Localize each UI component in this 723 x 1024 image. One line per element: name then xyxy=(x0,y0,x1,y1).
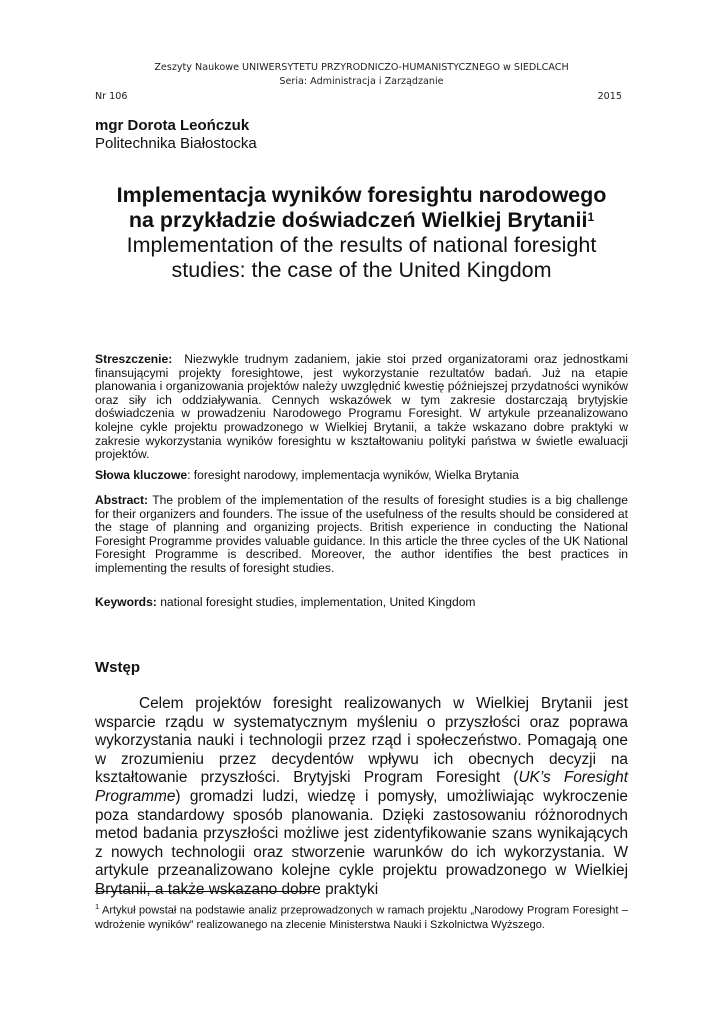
footnote-divider xyxy=(95,891,314,892)
abstract-text: The problem of the implementation of the results of foresight studies is a big challenge for their organizers and founders. The issue of the usefulness of the results should be considered at the stage of planning and organizing projects. British experience in conducting the National Foresight Programme provides valuable guidance. In this article the three cycles of the UK National Foresight Programme is described. Moreover, the author identifies the best practices in implementing the results of foresight studies. xyxy=(95,493,628,575)
streszczenie-block xyxy=(95,353,628,462)
title-footnote-mark[interactable]: 1 xyxy=(587,210,595,224)
journal-header: Zeszyty Naukowe UNIWERSYTETU PRZYRODNICZO-HUMANISTYCZNEGO w SIEDLCACH xyxy=(154,62,569,73)
body-paragraph xyxy=(95,695,628,900)
slowa-kluczowe-block xyxy=(95,469,628,483)
title-pl-line-2-text: na przykładzie doświadczeń Wielkiej Brytanii xyxy=(128,208,588,232)
footnote xyxy=(95,900,628,932)
slowa-kluczowe-label: Słowa kluczowe xyxy=(95,468,188,482)
abstract-label: Abstract: xyxy=(95,493,149,507)
issue-year: 2015 xyxy=(597,91,622,102)
streszczenie-text: Niezwykle trudnym zadaniem, jakie stoi przed organizatorami oraz jednostkami finansującymi projekty foresightowe, jest wykorzystanie rezultatów badań. Już na etapie planowania i organizowania projektów należy uwzględnić kwestię późniejszej przydatności wyników oraz siły ich oddziaływania. Cennych wskazówek w tym zakresie dostarczają brytyjskie doświadczenia w prowadzeniu Narodowego Programu Foresight. W artykule przeanalizowano kolejne cykle projektu prowadzonego w Wielkiej Brytanii, a także wskazano dobre praktyki w zakresie wykorzystania wyników foresightu w kształtowaniu polityki państwa w świetle ewaluacji projektów. xyxy=(95,352,628,462)
keywords-block xyxy=(95,596,628,610)
title-en-line-2: studies: the case of the United Kingdom xyxy=(171,258,552,282)
footnote-text: Artykuł powstał na podstawie analiz przeprowadzonych w ramach projektu „Narodowy Program Foresight – wdrożenie wyników” realizowanego na zlecenie Ministerstwa Nauki i Szkolnictwa Wyższego. xyxy=(95,904,628,931)
title-pl-line-2 xyxy=(60,208,663,233)
series-header: Seria: Administracja i Zarządzanie xyxy=(279,76,444,87)
issue-number: Nr 106 xyxy=(95,91,128,102)
author-affiliation: Politechnika Białostocka xyxy=(95,135,257,152)
abstract-block xyxy=(95,494,628,576)
body-text-italic: UK’s Foresight Programme xyxy=(95,769,628,805)
body-text-end: ) gromadzi ludzi, wiedzę i pomysły, umożliwiając wykroczenie poza standardowy sposób planowania. Dzięki zastosowaniu różnorodnych metod badania przyszłości możliwe jest zidentyfikowanie szans wynikających z nowych technologii oraz stworzenie warunków do ich wykorzystania. W artykule przeanalizowano kolejne cykle projektu prowadzonego w Wielkiej Brytanii, a także wskazano dobre praktyki xyxy=(95,787,628,898)
section-heading: Wstęp xyxy=(95,659,140,676)
title-pl-line-1: Implementacja wyników foresightu narodowego xyxy=(116,183,607,207)
article-title xyxy=(60,183,663,283)
body-text-start: Celem projektów foresight realizowanych w Wielkiej Brytanii jest wsparcie rządu w systematycznym myśleniu o przyszłości oraz poprawa wykorzystania nauki i technologii przez rząd i społeczeństwo. Pomagają one w zrozumieniu przez decydentów wpływu ich obecnych decyzji na kształtowanie przyszłości. Brytyjski Program Foresight ( xyxy=(95,695,628,787)
keywords-label: Keywords: xyxy=(95,595,157,609)
author-name: mgr Dorota Leończuk xyxy=(95,117,250,134)
footnote-mark: 1 xyxy=(95,902,100,911)
streszczenie-label: Streszczenie: xyxy=(95,352,173,366)
title-en-line-1: Implementation of the results of national foresight xyxy=(126,233,597,257)
slowa-kluczowe-text: : foresight narodowy, implementacja wyników, Wielka Brytania xyxy=(187,468,519,482)
keywords-text: national foresight studies, implementation, United Kingdom xyxy=(160,595,476,609)
